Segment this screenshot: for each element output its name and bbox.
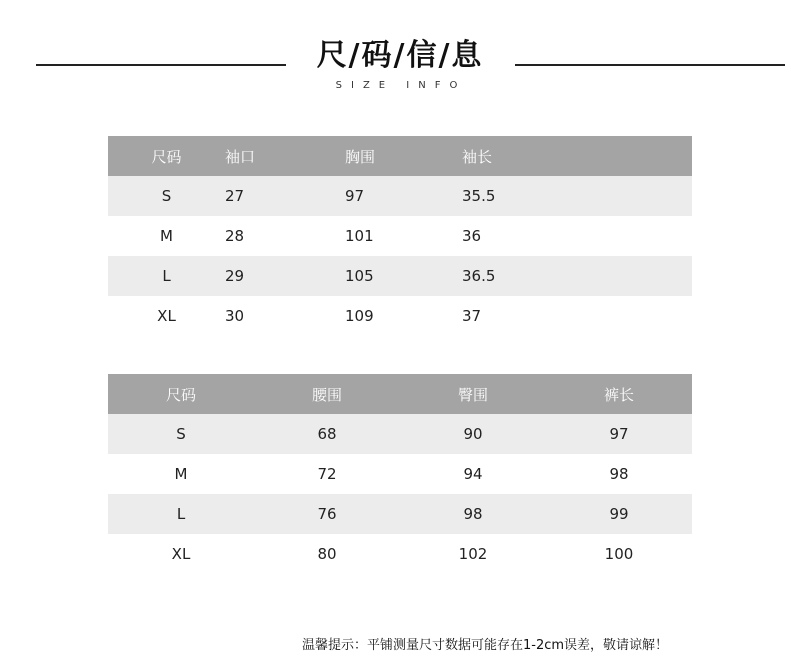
table-cell: S (108, 414, 254, 454)
table-row (108, 176, 692, 216)
table-cell: 98 (546, 454, 692, 494)
table-cell: XL (108, 534, 254, 574)
table-cell: L (108, 256, 225, 296)
table-cell: M (108, 216, 225, 256)
table-cell: 109 (345, 296, 462, 336)
table-cell: 100 (546, 534, 692, 574)
table-cell: 76 (254, 494, 400, 534)
table-cell: 102 (400, 534, 546, 574)
table-cell: 27 (225, 176, 345, 216)
table-cell: 98 (400, 494, 546, 534)
table-cell: 37 (462, 296, 692, 336)
measurement-note: 温馨提示：平铺测量尺寸数据可能存在1-2cm误差，敬请谅解！ (302, 638, 669, 653)
table-row (108, 296, 692, 336)
header-cell-waist: 腰围 (254, 374, 400, 414)
table-cell: 101 (345, 216, 462, 256)
bottom-size-table (108, 374, 692, 574)
header-cell-sleeve: 袖长 (462, 136, 692, 176)
table-cell: 68 (254, 414, 400, 454)
table-header-row (108, 136, 692, 176)
table-row (108, 414, 692, 454)
title-rule-left (36, 64, 286, 66)
table-row (108, 494, 692, 534)
table-cell: M (108, 454, 254, 494)
top-size-table (108, 136, 692, 336)
table-row (108, 256, 692, 296)
table-cell: 90 (400, 414, 546, 454)
title-rule-right (515, 64, 785, 66)
table-cell: XL (108, 296, 225, 336)
table-cell: 80 (254, 534, 400, 574)
header-cell-hip: 臀围 (400, 374, 546, 414)
table-row (108, 454, 692, 494)
table-row (108, 534, 692, 574)
table-cell: L (108, 494, 254, 534)
page-subtitle: SIZE INFO (335, 80, 467, 91)
table-cell: 36 (462, 216, 692, 256)
header-cell-size: 尺码 (108, 136, 225, 176)
table-header-row (108, 374, 692, 414)
table-cell: 29 (225, 256, 345, 296)
table-cell: 94 (400, 454, 546, 494)
table-cell: 30 (225, 296, 345, 336)
table-cell: 28 (225, 216, 345, 256)
table-cell: 105 (345, 256, 462, 296)
header-cell-cuff: 袖口 (225, 136, 345, 176)
table-cell: 72 (254, 454, 400, 494)
table-cell: 97 (546, 414, 692, 454)
table-cell: S (108, 176, 225, 216)
table-cell: 99 (546, 494, 692, 534)
table-row (108, 216, 692, 256)
table-cell: 97 (345, 176, 462, 216)
header-cell-pants-length: 裤长 (546, 374, 692, 414)
page-title: 尺/码/信/息 (316, 38, 484, 73)
table-cell: 36.5 (462, 256, 692, 296)
table-cell: 35.5 (462, 176, 692, 216)
header-cell-size: 尺码 (108, 374, 254, 414)
header-cell-chest: 胸围 (345, 136, 462, 176)
